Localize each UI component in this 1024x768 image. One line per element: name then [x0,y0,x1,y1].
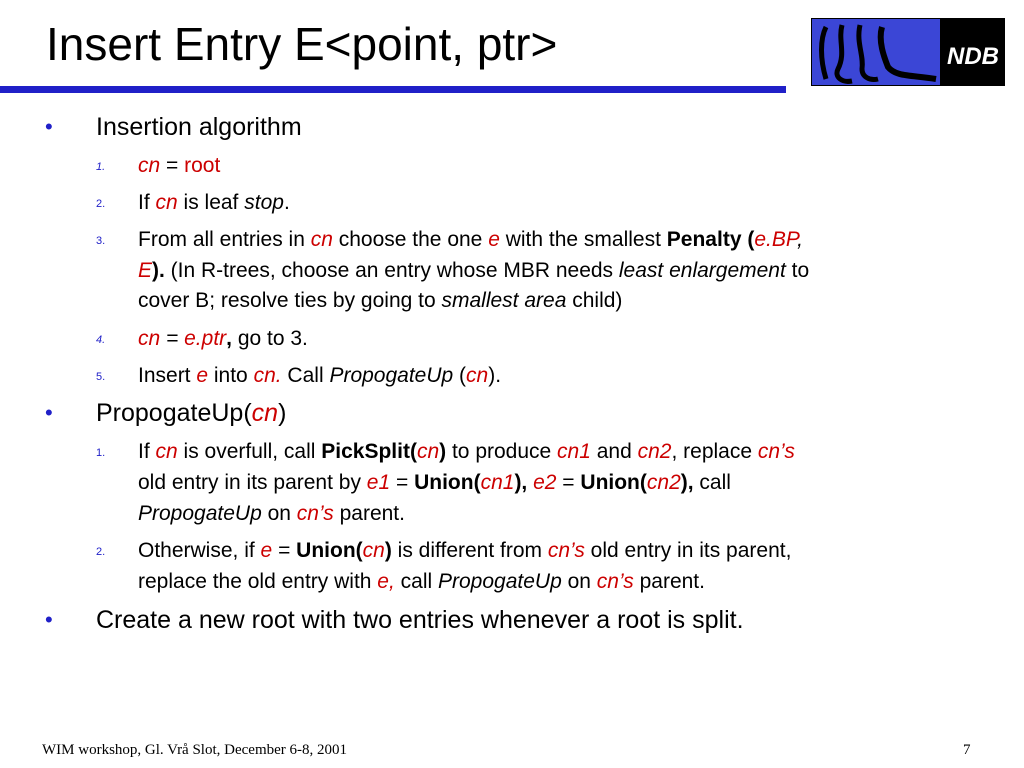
text: ), [514,471,528,494]
text: Call [281,364,330,387]
step-1 [96,151,221,181]
text: ) [278,399,287,427]
propogateup: PropogateUp [138,502,262,525]
text: cover B; resolve ties by going to [138,289,442,312]
var-ebp: e.BP [754,228,798,251]
picksplit-func: PickSplit( [321,440,417,463]
var-cn1: cn1 [480,471,515,494]
text: old entry in its parent, [584,539,792,562]
propogate-step-2-line-2 [138,567,705,597]
var-e: e, [377,570,395,593]
equals: = [160,154,185,177]
equals: = [160,327,185,350]
text: choose the one [332,228,489,251]
var-cn: cn. [253,364,282,387]
bullet-dot-icon: • [45,607,53,632]
var-E: E [138,259,153,282]
var-cn: cn [416,440,440,463]
var-cn: cn [155,191,178,214]
text: ( [453,364,467,387]
text: Insert [138,364,197,387]
footer-text: WIM workshop, Gl. Vrå Slot, December 6-8, 2001 [42,742,348,758]
text: , replace [671,440,758,463]
union-func: Union( [296,539,363,562]
equals: = [556,471,581,494]
step-number: 2. [96,198,106,210]
propogate-step-2 [96,536,792,566]
text: and [590,440,638,463]
step-number: 2. [96,546,106,558]
propogateup: PropogateUp [329,364,454,387]
text: to produce [446,440,558,463]
var-e: e [260,539,273,562]
equals: = [390,471,415,494]
text: into [208,364,254,387]
var-cn2: cn2 [637,440,672,463]
var-e: e [488,228,500,251]
logo-text: NDB [947,43,999,70]
text: ) [384,539,392,562]
bullet-dot-icon: • [45,114,53,139]
text: on [261,502,297,525]
var-cn2: cn2 [646,471,681,494]
step-5 [96,361,502,391]
penalty-func: Penalty ( [666,228,755,251]
step-number: 5. [96,371,106,383]
title-underline [0,86,786,93]
var-cn: cn [466,364,489,387]
union-func: Union( [580,471,647,494]
var-cn1: cn1 [557,440,591,463]
var-cns: cn’s [547,539,585,562]
bullet-dot-icon: • [45,400,53,425]
smallest-area: smallest area [441,289,567,312]
text: on [561,570,597,593]
step-3 [96,225,803,255]
text: If [138,440,156,463]
slide-title: Insert Entry E<point, ptr> [46,18,558,70]
var-e1: e1 [366,471,391,494]
step-number: 1. [96,447,106,459]
var-cns: cn’s [757,440,795,463]
ndb-logo [811,18,1005,86]
var-eptr: e.ptr [184,327,227,350]
text: ). [488,364,502,387]
text: parent. [333,502,405,525]
var-cn: cn [362,539,385,562]
text: call [394,570,438,593]
least-enlargement: least enlargement [618,259,786,282]
text: is leaf [177,191,245,214]
step-number: 3. [96,235,106,247]
propogate-step-1 [96,437,795,467]
text: call [693,471,731,494]
bullet-text: Insertion algorithm [96,113,302,141]
var-e2: e2 [533,471,557,494]
text: replace the old entry with [138,570,378,593]
step-3-line-3 [138,286,622,316]
step-number: 4. [96,334,106,346]
step-4 [96,324,308,354]
text: old entry in its parent by [138,471,367,494]
union-func: Union( [414,471,481,494]
stop-word: stop [244,191,284,214]
text: go to 3. [232,327,308,350]
step-2 [96,188,290,218]
text: ) [439,440,447,463]
var-cn: cn [155,440,178,463]
equals: = [272,539,297,562]
text: child) [566,289,623,312]
text: PropogateUp( [96,399,252,427]
text: with the smallest [499,228,667,251]
page-number: 7 [963,742,971,758]
step-3-line-2 [138,256,809,286]
text: (In R-trees, choose an entry whose MBR needs [164,259,619,282]
text: parent. [633,570,705,593]
text: ), [680,471,694,494]
var-cn: cn [138,327,161,350]
var-cn: cn [251,399,279,427]
root-word: root [184,154,221,177]
text: , [226,327,232,350]
text: is overfull, call [177,440,322,463]
var-cn: cn [138,154,161,177]
text: From all entries in [138,228,311,251]
var-cns: cn’s [596,570,634,593]
propogate-step-1-line-3 [138,499,405,529]
text: , [797,228,803,251]
text: If [138,191,156,214]
step-number: 1. [96,161,106,173]
var-cns: cn’s [296,502,334,525]
bullet-insertion-algorithm [45,112,302,142]
var-e: e [196,364,209,387]
propogateup: PropogateUp [438,570,562,593]
var-cn: cn [310,228,333,251]
bullet-new-root [45,605,744,635]
bullet-text: Create a new root with two entries whenever a root is split. [96,606,744,634]
propogate-step-1-line-2 [138,468,731,498]
text: . [283,191,290,214]
bullet-propogateup [45,398,287,428]
text: to [785,259,810,282]
text: ). [152,259,165,282]
text: is different from [391,539,548,562]
text: Otherwise, if [138,539,261,562]
